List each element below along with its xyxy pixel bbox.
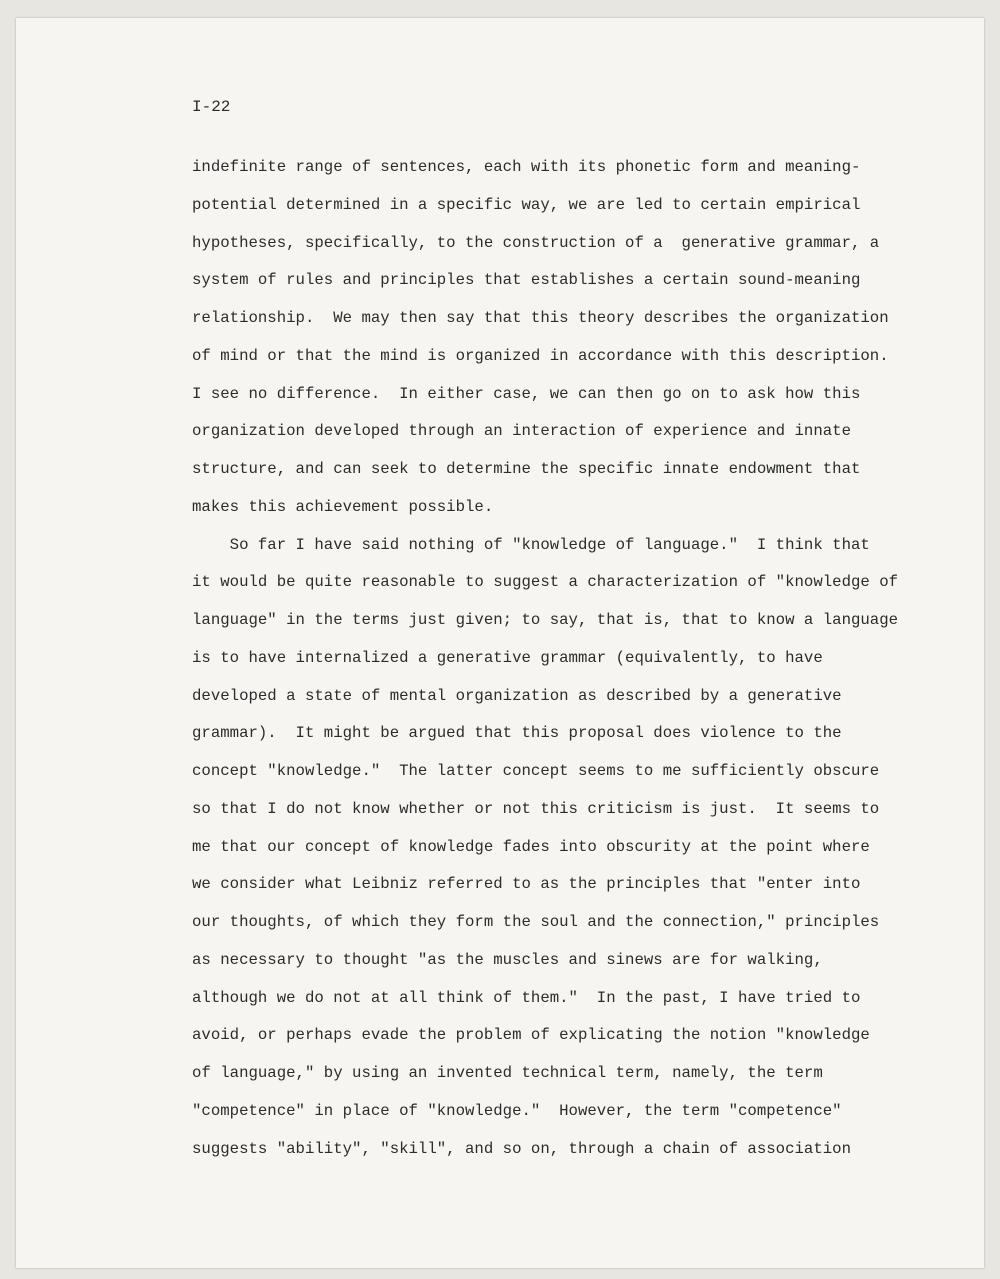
text-line: organization developed through an interaction of experience and innate (192, 422, 851, 441)
body-text (192, 153, 952, 1172)
text-line: grammar). It might be argued that this proposal does violence to the (192, 724, 842, 743)
text-line: relationship. We may then say that this theory describes the organization (192, 309, 889, 327)
text-line: although we do not at all think of them." In the past, I have tried to (192, 988, 861, 1007)
text-line: suggests "ability", "skill", and so on, through a chain of association (192, 1139, 851, 1158)
text-line: of language," by using an invented technical term, namely, the term (192, 1064, 823, 1082)
text-line: language" in the terms just given; to say, that is, that to know a language (192, 611, 899, 629)
text-line: concept "knowledge." The latter concept seems to me sufficiently obscure (192, 762, 880, 780)
text-line: as necessary to thought "as the muscles and sinews are for walking, (192, 950, 823, 969)
text-line: "competence" in place of "knowledge." However, the term "competence" (192, 1101, 842, 1120)
page-number: I-22 (192, 98, 231, 116)
text-line: we consider what Leibniz referred to as the principles that "enter into (192, 875, 861, 894)
text-line: hypotheses, specifically, to the construction of a generative grammar, a (192, 233, 880, 252)
text-line: structure, and can seek to determine the specific innate endowment that (192, 460, 861, 478)
text-line: it would be quite reasonable to suggest a characterization of "knowledge of (192, 573, 899, 592)
text-line: So far I have said nothing of "knowledge of language." I think that (192, 535, 870, 554)
text-line: I see no difference. In either case, we can then go on to ask how this (192, 384, 861, 403)
text-line: of mind or that the mind is organized in accordance with this description. (192, 346, 889, 365)
text-line: indefinite range of sentences, each with its phonetic form and meaning- (192, 158, 861, 176)
text-line: me that our concept of knowledge fades into obscurity at the point where (192, 837, 870, 856)
text-line: our thoughts, of which they form the soul and the connection," principles (192, 913, 880, 931)
text-line: so that I do not know whether or not this criticism is just. It seems to (192, 799, 880, 818)
text-line: avoid, or perhaps evade the problem of explicating the notion "knowledge (192, 1026, 870, 1045)
text-line: system of rules and principles that establishes a certain sound-meaning (192, 271, 861, 290)
text-line: developed a state of mental organization as described by a generative (192, 686, 842, 705)
document-page (16, 18, 984, 1268)
text-line: is to have internalized a generative grammar (equivalently, to have (192, 648, 823, 667)
text-line: makes this achievement possible. (192, 497, 494, 516)
text-line: potential determined in a specific way, we are led to certain empirical (192, 195, 861, 214)
